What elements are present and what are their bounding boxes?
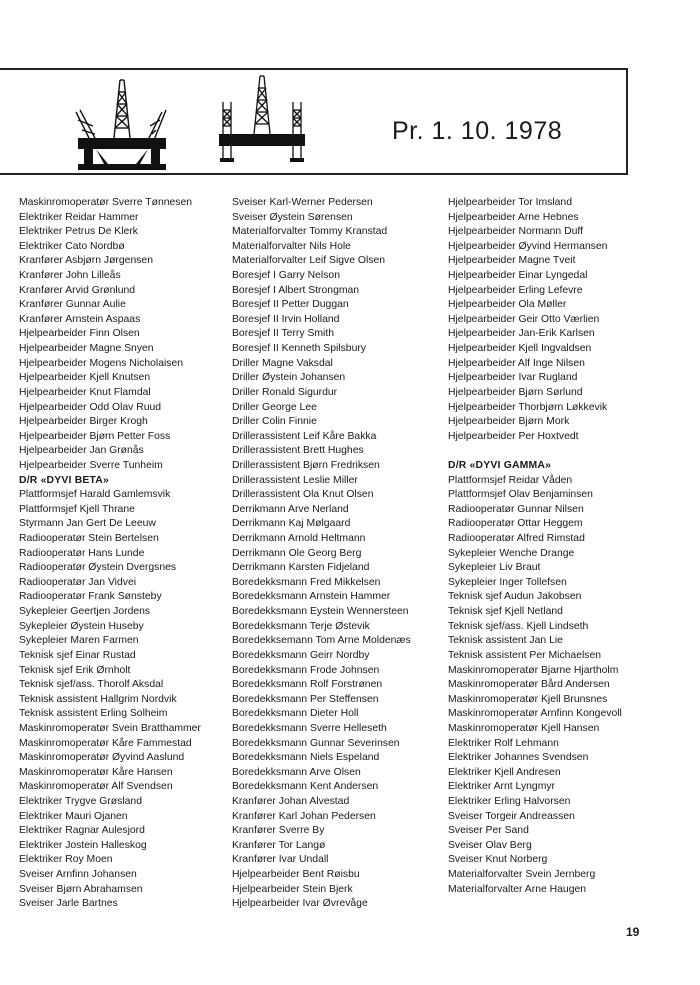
crew-entry: Boresjef II Kenneth Spilsbury bbox=[232, 343, 366, 355]
crew-entry: Elektriker Trygve Grøsland bbox=[19, 795, 142, 807]
crew-entry: Kranfører Tor Langø bbox=[232, 839, 326, 851]
crew-entry: Driller George Lee bbox=[232, 401, 317, 413]
crew-entry: Teknisk sjef/ass. Kjell Lindseth bbox=[448, 620, 589, 632]
crew-entry: Maskinromoperatør Kjell Hansen bbox=[448, 722, 600, 734]
crew-entry: Sykepleier Maren Farmen bbox=[19, 635, 139, 647]
crew-entry: Drillerassistent Leslie Miller bbox=[232, 474, 358, 486]
crew-entry: Hjelpearbeider Finn Olsen bbox=[19, 328, 140, 340]
crew-entry: Boredekksmann Kent Andersen bbox=[232, 781, 379, 793]
crew-entry: Hjelpearbeider Alf Inge Nilsen bbox=[448, 357, 585, 369]
crew-entry: Drillerassistent Bjørn Fredriksen bbox=[232, 459, 380, 471]
crew-entry: Hjelpearbeider Øyvind Hermansen bbox=[448, 240, 608, 252]
crew-entry: Maskinromoperatør Alf Svendsen bbox=[19, 781, 173, 793]
crew-entry: Boresjef I Garry Nelson bbox=[232, 270, 340, 282]
crew-entry: Derrikmann Arnold Heltmann bbox=[232, 533, 366, 545]
crew-entry: Derrikmann Arve Nerland bbox=[232, 503, 349, 515]
crew-entry: Maskinromoperatør Arnfinn Kongevoll bbox=[448, 708, 622, 720]
crew-entry: Radiooperatør Øystein Dvergsnes bbox=[19, 562, 177, 574]
crew-entry: Kranfører Karl Johan Pedersen bbox=[232, 810, 376, 822]
crew-entry: Teknisk sjef Erik Ørnholt bbox=[19, 664, 131, 676]
crew-entry: Sveiser Knut Norberg bbox=[448, 854, 548, 866]
crew-entry: Hjelpearbeider Kjell Knutsen bbox=[19, 372, 151, 384]
crew-entry: Kranfører John Lilleås bbox=[19, 270, 121, 282]
crew-entry: Boredekksmann Frode Johnsen bbox=[232, 664, 380, 676]
crew-entry: Hjelpearbeider Ivar Rugland bbox=[448, 372, 578, 384]
column-3 bbox=[448, 196, 622, 897]
crew-entry: Materialforvalter Nils Hole bbox=[232, 240, 351, 252]
crew-entry: Boresjef II Irvin Holland bbox=[232, 313, 340, 325]
crew-entry: Hjelpearbeider Ivar Øvrevåge bbox=[232, 898, 368, 910]
crew-entry: Boredekksmann Geirr Nordby bbox=[232, 649, 370, 661]
crew-entry: Materialforvalter Tommy Kranstad bbox=[232, 226, 388, 238]
crew-entry: Boredekksmann Dieter Holl bbox=[232, 708, 359, 720]
crew-entry: Plattformsjef Harald Gamlemsvik bbox=[19, 489, 171, 501]
crew-entry: Sveiser Arnfinn Johansen bbox=[19, 869, 137, 881]
crew-entry: Maskinromoperatør Kåre Hansen bbox=[19, 766, 173, 778]
crew-list-dyvi-beta-end bbox=[448, 196, 622, 444]
crew-entry: Hjelpearbeider Bjørn Petter Foss bbox=[19, 430, 171, 442]
crew-entry: Boredekksmann Niels Espeland bbox=[232, 752, 380, 764]
crew-list-dyvi-gamma bbox=[448, 474, 622, 898]
crew-entry: Maskinromoperatør Kjell Brunsnes bbox=[448, 693, 608, 705]
crew-entry: Hjelpearbeider Magne Tveit bbox=[448, 255, 576, 267]
crew-entry: Boredekksmann Arnstein Hammer bbox=[232, 591, 391, 603]
crew-entry: Boredekksmann Per Steffensen bbox=[232, 693, 379, 705]
crew-entry: Sveiser Torgeir Andreassen bbox=[448, 810, 575, 822]
crew-entry: Hjelpearbeider Tor Imsland bbox=[448, 197, 572, 208]
crew-entry: Teknisk sjef Audun Jakobsen bbox=[448, 591, 582, 603]
crew-entry: Driller Colin Finnie bbox=[232, 416, 317, 428]
crew-entry: Teknisk assistent Erling Solheim bbox=[19, 708, 168, 720]
crew-entry: Sveiser Karl-Werner Pedersen bbox=[232, 197, 373, 208]
crew-entry: Hjelpearbeider Sverre Tunheim bbox=[19, 459, 163, 471]
jackup-rig-icon bbox=[217, 74, 307, 164]
crew-entry: Drillerassistent Ola Knut Olsen bbox=[232, 489, 374, 501]
section-gap bbox=[448, 444, 622, 459]
crew-entry: Sykepleier Øystein Huseby bbox=[19, 620, 144, 632]
crew-entry: Radiooperatør Jan Vidvei bbox=[19, 576, 137, 588]
crew-entry: Maskinromoperatør Bård Andersen bbox=[448, 679, 610, 691]
crew-entry: Elektriker Rolf Lehmann bbox=[448, 737, 559, 749]
crew-entry: Driller Ronald Sigurdur bbox=[232, 386, 338, 398]
crew-entry: Radiooperatør Ottar Heggem bbox=[448, 518, 583, 530]
crew-entry: Boredekksmann Fred Mikkelsen bbox=[232, 576, 381, 588]
crew-entry: Teknisk assistent Per Michaelsen bbox=[448, 649, 602, 661]
crew-entry: Hjelpearbeider Einar Lyngedal bbox=[448, 270, 588, 282]
crew-entry: Maskinromoperatør Sverre Tønnesen bbox=[19, 197, 193, 208]
crew-entry: Elektriker Mauri Ojanen bbox=[19, 810, 128, 822]
crew-entry: Kranfører Sverre By bbox=[232, 825, 325, 837]
crew-entry: Sveiser Øystein Sørensen bbox=[232, 211, 353, 223]
crew-entry: Hjelpearbeider Knut Flamdal bbox=[19, 386, 151, 398]
crew-entry: Elektriker Johannes Svendsen bbox=[448, 752, 589, 764]
semisubmersible-rig-icon bbox=[72, 74, 172, 174]
crew-entry: Boredekksmann Gunnar Severinsen bbox=[232, 737, 400, 749]
crew-entry: Hjelpearbeider Ola Møller bbox=[448, 299, 567, 311]
column-2 bbox=[232, 196, 411, 912]
crew-entry: Hjelpearbeider Normann Duff bbox=[448, 226, 583, 238]
crew-entry: Elektriker Reidar Hammer bbox=[19, 211, 139, 223]
section-title-dyvi-beta: D/R «DYVI BETA» bbox=[19, 474, 109, 486]
crew-entry: Derrikmann Ole Georg Berg bbox=[232, 547, 362, 559]
crew-entry: Elektriker Cato Nordbø bbox=[19, 240, 125, 252]
crew-entry: Drillerassistent Brett Hughes bbox=[232, 445, 364, 457]
crew-entry: Elektriker Petrus De Klerk bbox=[19, 226, 138, 238]
crew-entry: Hjelpearbeider Birger Krogh bbox=[19, 416, 148, 428]
crew-entry: Materialforvalter Svein Jernberg bbox=[448, 869, 596, 881]
crew-entry: Radiooperatør Frank Sønsteby bbox=[19, 591, 162, 603]
crew-entry: Teknisk assistent Hallgrim Nordvik bbox=[19, 693, 177, 705]
crew-entry: Radiooperatør Gunnar Nilsen bbox=[448, 503, 584, 515]
crew-entry: Elektriker Roy Moen bbox=[19, 854, 113, 866]
crew-entry: Hjelpearbeider Geir Otto Værlien bbox=[448, 313, 600, 325]
crew-entry: Kranfører Johan Alvestad bbox=[232, 795, 350, 807]
crew-entry: Hjelpearbeider Arne Hebnes bbox=[448, 211, 579, 223]
crew-entry: Radiooperatør Alfred Rimstad bbox=[448, 533, 585, 545]
crew-entry: Maskinromoperatør Øyvind Aaslund bbox=[19, 752, 185, 764]
crew-entry: Radiooperatør Hans Lunde bbox=[19, 547, 145, 559]
report-date: Pr. 1. 10. 1978 bbox=[392, 117, 563, 145]
crew-entry: Boredekksmann Rolf Forstrønen bbox=[232, 679, 383, 691]
crew-entry: Plattformsjef Reidar Våden bbox=[448, 474, 573, 486]
crew-entry: Kranfører Gunnar Aulie bbox=[19, 299, 126, 311]
column-1 bbox=[19, 196, 201, 912]
crew-entry: Hjelpearbeider Kjell Ingvaldsen bbox=[448, 343, 592, 355]
crew-entry: Hjelpearbeider Stein Bjerk bbox=[232, 883, 353, 895]
crew-entry: Maskinromoperatør Svein Bratthammer bbox=[19, 722, 201, 734]
crew-entry: Hjelpearbeider Bent Røisbu bbox=[232, 869, 360, 881]
crew-entry: Plattformsjef Olav Benjaminsen bbox=[448, 489, 593, 501]
crew-entry: Drillerassistent Leif Kåre Bakka bbox=[232, 430, 377, 442]
crew-entry: Boresjef II Petter Duggan bbox=[232, 299, 349, 311]
crew-entry: Kranfører Arnstein Aspaas bbox=[19, 313, 141, 325]
section-title-dyvi-gamma: D/R «DYVI GAMMA» bbox=[448, 459, 552, 471]
crew-entry: Maskinromoperatør Bjarne Hjartholm bbox=[448, 664, 619, 676]
crew-entry: Boresjef I Albert Strongman bbox=[232, 284, 360, 296]
crew-entry: Hjelpearbeider Bjørn Mork bbox=[448, 416, 570, 428]
crew-entry: Boredekksmann Eystein Wennersteen bbox=[232, 606, 409, 618]
crew-entry: Elektriker Jostein Halleskog bbox=[19, 839, 147, 851]
crew-entry: Hjelpearbeider Odd Olav Ruud bbox=[19, 401, 162, 413]
crew-entry: Kranfører Ivar Undall bbox=[232, 854, 329, 866]
crew-entry: Elektriker Kjell Andresen bbox=[448, 766, 561, 778]
crew-entry: Styrmann Jan Gert De Leeuw bbox=[19, 518, 156, 530]
crew-entry: Sykepleier Liv Braut bbox=[448, 562, 541, 574]
crew-entry: Teknisk sjef/ass. Thorolf Aksdal bbox=[19, 679, 164, 691]
page-number: 19 bbox=[626, 925, 640, 939]
crew-entry: Hjelpearbeider Thorbjørn Løkkevik bbox=[448, 401, 608, 413]
crew-entry: Boresjef II Terry Smith bbox=[232, 328, 335, 340]
crew-entry: Teknisk sjef Einar Rustad bbox=[19, 649, 136, 661]
crew-list-dyvi-beta bbox=[19, 488, 201, 912]
crew-entry: Sykepleier Inger Tollefsen bbox=[448, 576, 567, 588]
crew-entry: Sykepleier Geertjen Jordens bbox=[19, 606, 151, 618]
crew-entry: Derrikmann Karsten Fidjeland bbox=[232, 562, 370, 574]
crew-entry: Radiooperatør Stein Bertelsen bbox=[19, 533, 159, 545]
crew-entry: Elektriker Arnt Lyngmyr bbox=[448, 781, 556, 793]
crew-entry: Driller Øystein Johansen bbox=[232, 372, 346, 384]
crew-entry: Derrikmann Kaj Mølgaard bbox=[232, 518, 351, 530]
crew-entry: Sveiser Jarle Bartnes bbox=[19, 898, 118, 910]
crew-list-continued bbox=[19, 196, 201, 474]
crew-entry: Elektriker Ragnar Aulesjord bbox=[19, 825, 145, 837]
crew-entry: Driller Magne Vaksdal bbox=[232, 357, 333, 369]
crew-entry: Sveiser Olav Berg bbox=[448, 839, 532, 851]
crew-entry: Teknisk assistent Jan Lie bbox=[448, 635, 563, 647]
crew-entry: Hjelpearbeider Per Hoxtvedt bbox=[448, 430, 579, 442]
crew-entry: Boredekksmann Terje Østevik bbox=[232, 620, 370, 632]
crew-entry: Hjelpearbeider Jan Grønås bbox=[19, 445, 144, 457]
crew-entry: Kranfører Arvid Grønlund bbox=[19, 284, 136, 296]
crew-entry: Kranfører Asbjørn Jørgensen bbox=[19, 255, 153, 267]
crew-entry: Hjelpearbeider Mogens Nicholaisen bbox=[19, 357, 184, 369]
crew-entry: Sykepleier Wenche Drange bbox=[448, 547, 575, 559]
crew-entry: Boredekksemann Tom Arne Moldenæs bbox=[232, 635, 411, 647]
crew-entry: Materialforvalter Arne Haugen bbox=[448, 883, 587, 895]
crew-entry: Teknisk sjef Kjell Netland bbox=[448, 606, 563, 618]
crew-entry: Elektriker Erling Halvorsen bbox=[448, 795, 571, 807]
crew-entry: Hjelpearbeider Jan-Erik Karlsen bbox=[448, 328, 595, 340]
crew-entry: Sveiser Bjørn Abrahamsen bbox=[19, 883, 143, 895]
crew-entry: Materialforvalter Leif Sigve Olsen bbox=[232, 255, 386, 267]
crew-entry: Hjelpearbeider Erling Lefevre bbox=[448, 284, 583, 296]
crew-entry: Hjelpearbeider Bjørn Sørlund bbox=[448, 386, 583, 398]
crew-entry: Sveiser Per Sand bbox=[448, 825, 529, 837]
crew-entry: Boredekksmann Arve Olsen bbox=[232, 766, 361, 778]
crew-entry: Boredekksmann Sverre Helleseth bbox=[232, 722, 387, 734]
crew-list-dyvi-beta-continued bbox=[232, 196, 411, 912]
crew-entry: Hjelpearbeider Magne Snyen bbox=[19, 343, 154, 355]
crew-entry: Plattformsjef Kjell Thrane bbox=[19, 503, 135, 515]
crew-entry: Maskinromoperatør Kåre Fammestad bbox=[19, 737, 192, 749]
